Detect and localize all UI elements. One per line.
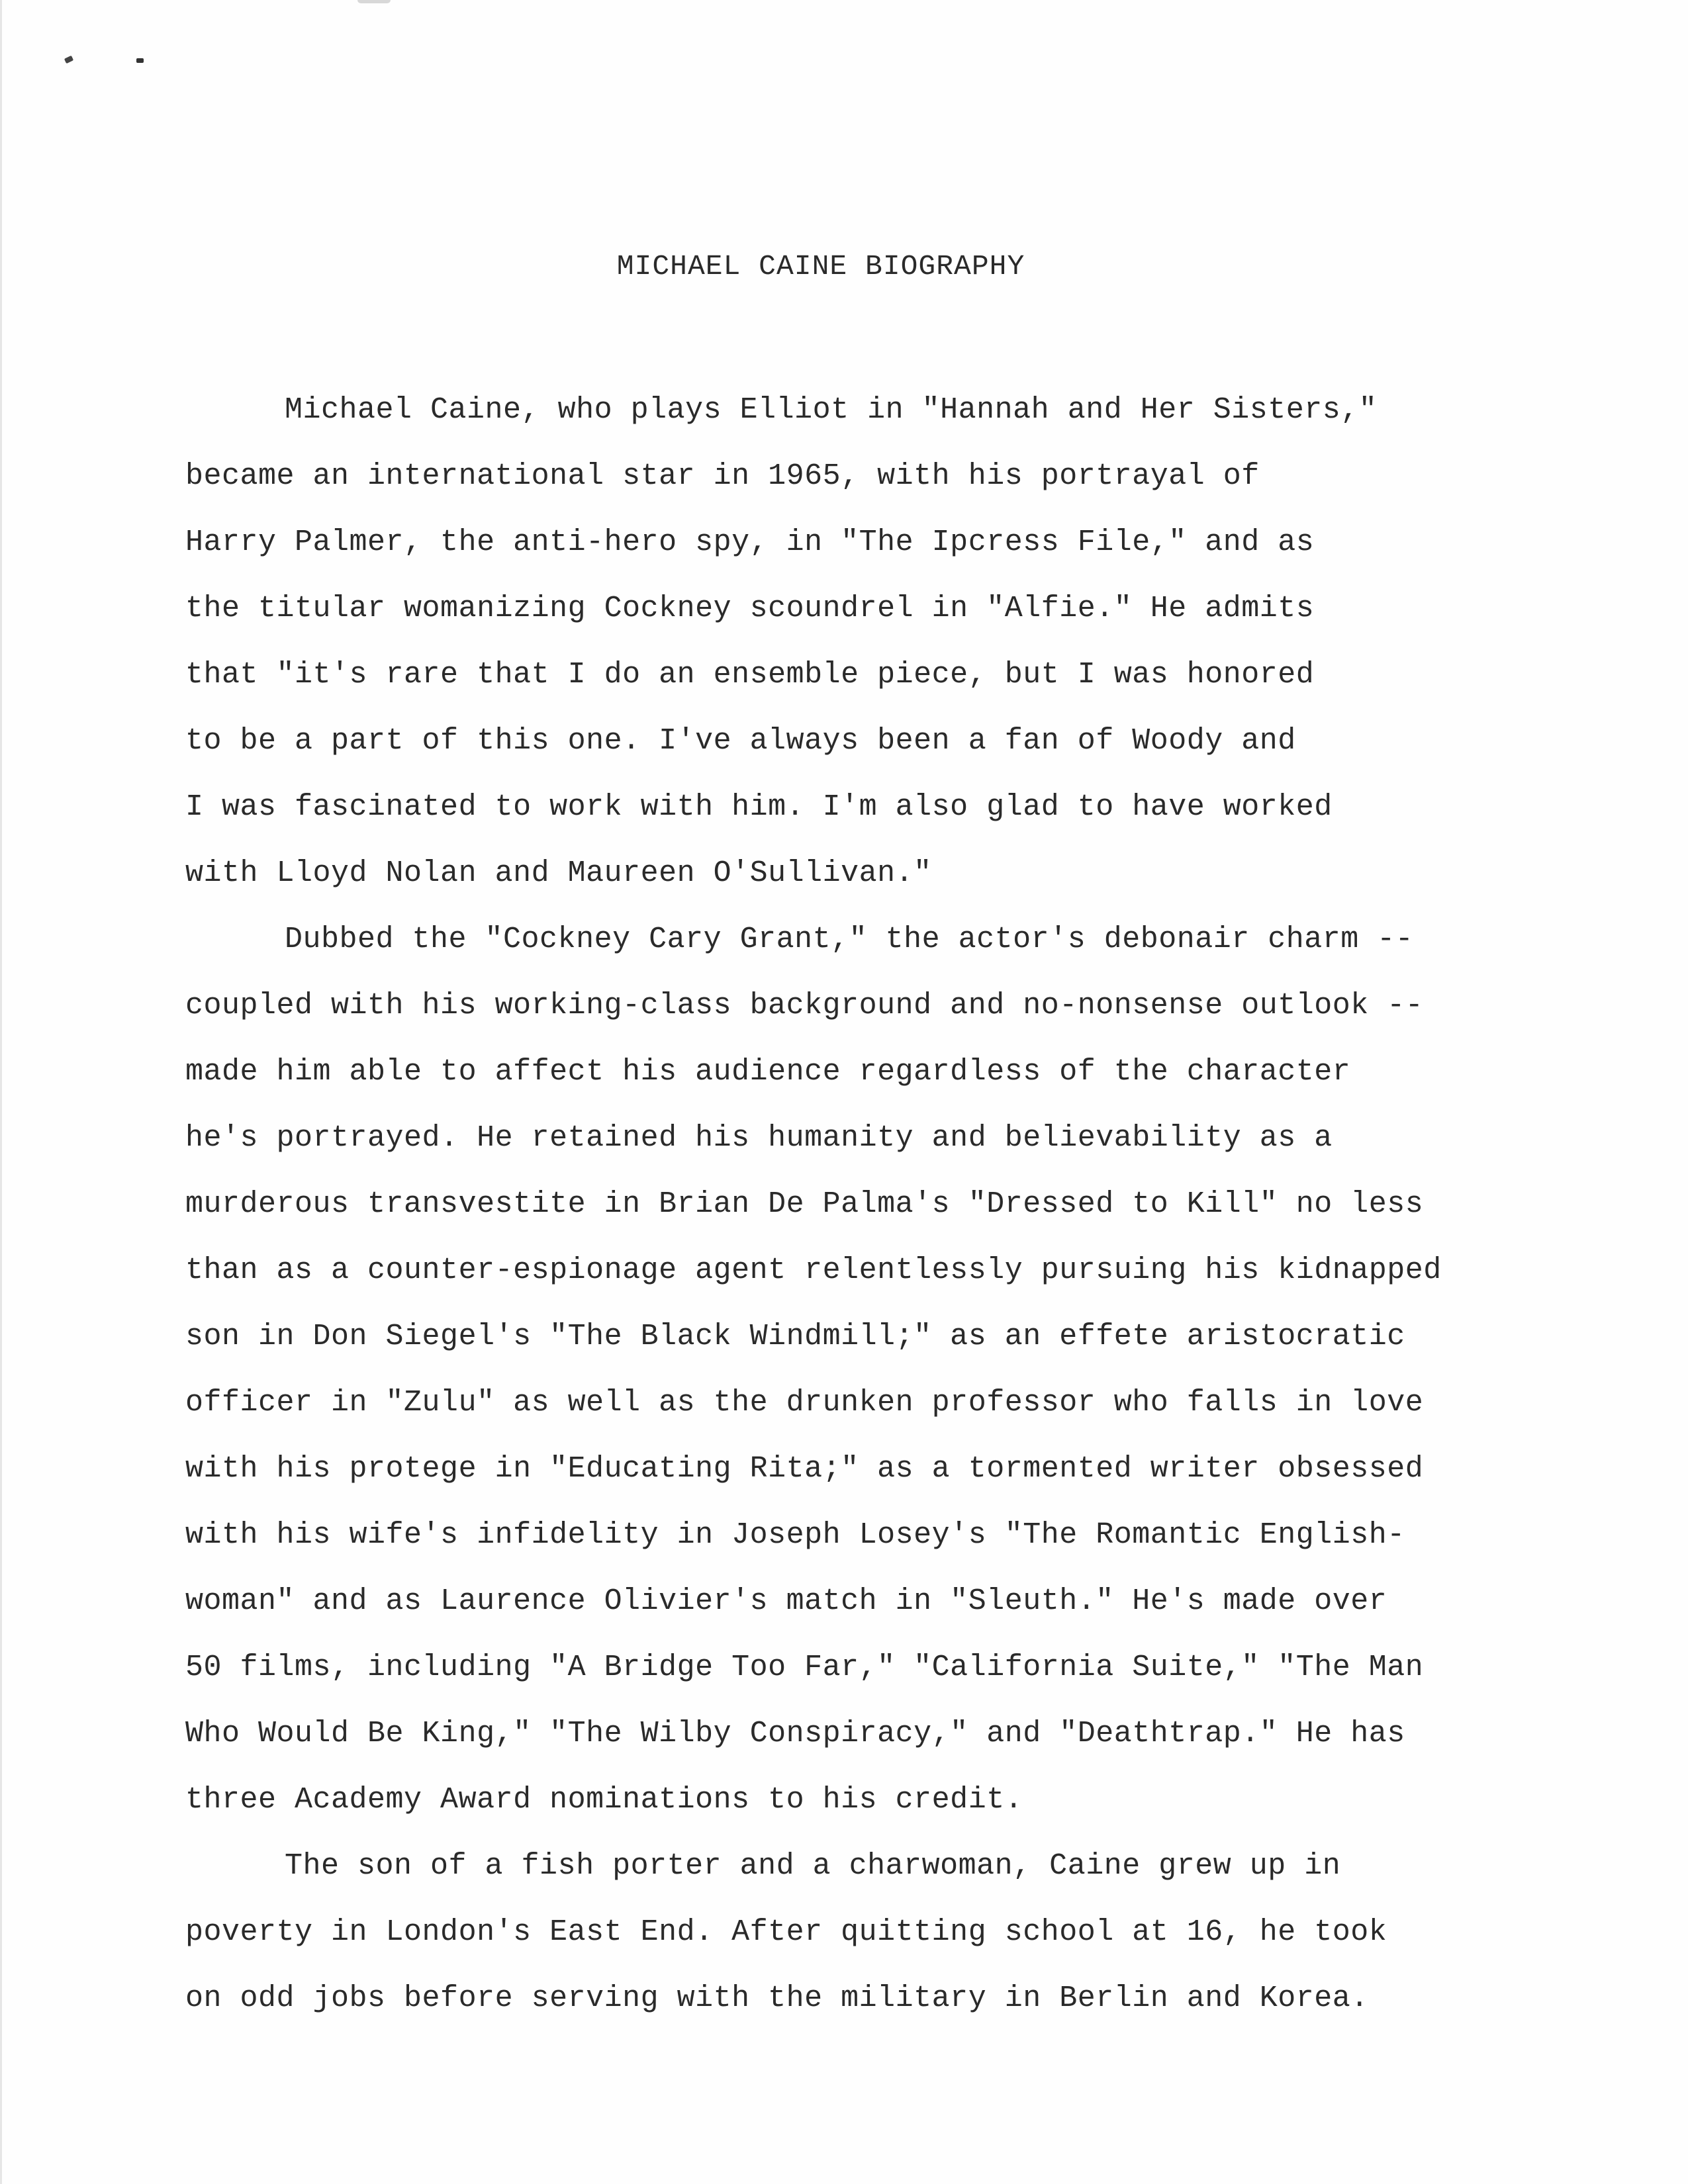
text-line: The son of a fish porter and a charwoman, Caine grew up in — [285, 1849, 1341, 1883]
text-line: coupled with his working-class background and no-nonsense outlook -- — [185, 989, 1424, 1023]
text-line: Michael Caine, who plays Elliot in "Hannah and Her Sisters," — [285, 393, 1378, 427]
text-line: woman" and as Laurence Olivier's match in "Sleuth." He's made over — [185, 1584, 1387, 1618]
text-line: to be a part of this one. I've always been a fan of Woody and — [185, 724, 1296, 758]
text-line: with his protege in "Educating Rita;" as a tormented writer obsessed — [185, 1452, 1424, 1486]
text-line: murderous transvestite in Brian De Palma's "Dressed to Kill" no less — [185, 1187, 1424, 1221]
text-line: 50 films, including "A Bridge Too Far," "California Suite," "The Man — [185, 1651, 1424, 1684]
text-line: that "it's rare that I do an ensemble piece, but I was honored — [185, 658, 1315, 692]
text-line: Who Would Be King," "The Wilby Conspiracy," and "Deathtrap." He has — [185, 1717, 1405, 1751]
text-line: three Academy Award nominations to his credit. — [185, 1783, 1023, 1817]
text-line: became an international star in 1965, with his portrayal of — [185, 459, 1260, 493]
text-line: with Lloyd Nolan and Maureen O'Sullivan." — [185, 856, 932, 890]
text-line: Dubbed the "Cockney Cary Grant," the actor's debonair charm -- — [285, 923, 1414, 956]
text-line: than as a counter-espionage agent relentlessly pursuing his kidnapped — [185, 1253, 1442, 1287]
stray-mark — [64, 56, 73, 64]
text-line: Harry Palmer, the anti-hero spy, in "The Ipcress File," and as — [185, 525, 1315, 559]
text-line: on odd jobs before serving with the military in Berlin and Korea. — [185, 1981, 1369, 2015]
text-line: poverty in London's East End. After quitting school at 16, he took — [185, 1915, 1387, 1949]
document-body — [185, 377, 1589, 2032]
text-line: he's portrayed. He retained his humanity and believability as a — [185, 1121, 1333, 1155]
text-line: the titular womanizing Cockney scoundrel in "Alfie." He admits — [185, 592, 1315, 625]
document-title: MICHAEL CAINE BIOGRAPHY — [616, 250, 1025, 283]
text-line: made him able to affect his audience regardless of the character — [185, 1055, 1351, 1089]
scan-edge — [0, 0, 2, 2184]
scan-smudge — [357, 0, 391, 3]
text-line: I was fascinated to work with him. I'm also glad to have worked — [185, 790, 1333, 824]
text-line: son in Don Siegel's "The Black Windmill;" as an effete aristocratic — [185, 1320, 1405, 1353]
text-line: with his wife's infidelity in Joseph Losey's "The Romantic English- — [185, 1518, 1405, 1552]
text-line: officer in "Zulu" as well as the drunken professor who falls in love — [185, 1386, 1424, 1420]
stray-mark — [136, 58, 144, 63]
